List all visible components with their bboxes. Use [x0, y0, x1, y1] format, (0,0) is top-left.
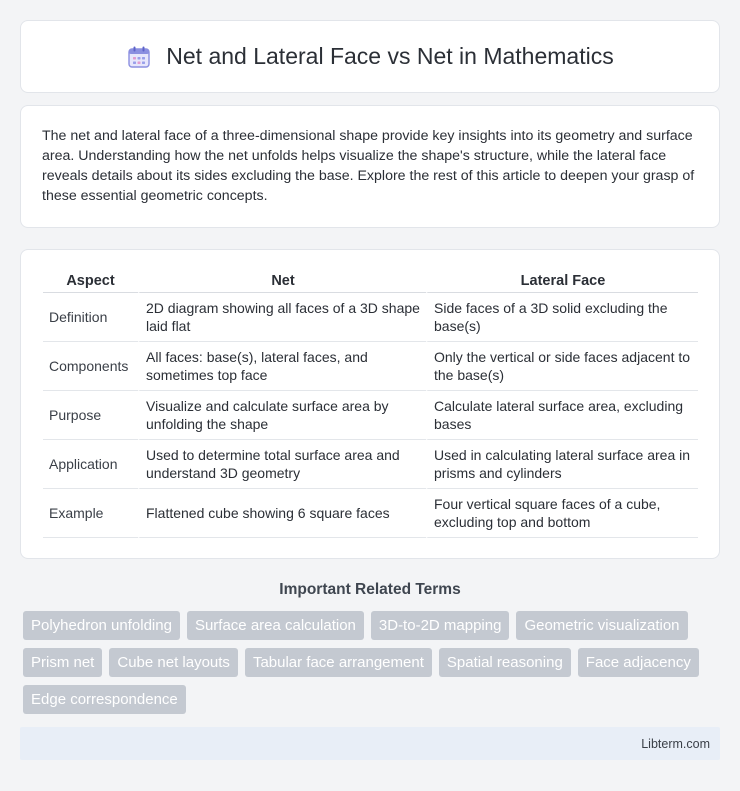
table-row [43, 342, 698, 391]
term-tag[interactable]: Polyhedron unfolding [23, 611, 180, 640]
term-tag[interactable]: Face adjacency [578, 648, 699, 677]
term-tag[interactable]: 3D-to-2D mapping [371, 611, 510, 640]
related-terms-list [23, 611, 720, 714]
title-card [20, 20, 720, 93]
intro-text: The net and lateral face of a three-dimensional shape provide key insights into its geometry and surface area. Understanding how the net unfolds helps visualize the shape's structure, while the lateral face reveals details about its sides excluding the base. Explore the rest of this article to deepen your grasp of these essential geometric concepts. [42, 128, 695, 204]
lateral-cell: Calculate lateral surface area, excluding bases [426, 391, 698, 440]
aspect-cell: Application [43, 440, 138, 489]
term-tag[interactable]: Surface area calculation [187, 611, 364, 640]
aspect-cell: Definition [43, 293, 138, 342]
table-row [43, 489, 698, 538]
aspect-cell: Components [43, 342, 138, 391]
related-terms-heading: Important Related Terms [279, 581, 461, 598]
net-cell: Used to determine total surface area and understand 3D geometry [138, 440, 426, 489]
footer-brand-link[interactable]: Libterm.com [641, 736, 710, 751]
net-cell: Visualize and calculate surface area by unfolding the shape [138, 391, 426, 440]
lateral-cell: Only the vertical or side faces adjacent to the base(s) [426, 342, 698, 391]
term-tag[interactable]: Geometric visualization [516, 611, 687, 640]
page-title: Net and Lateral Face vs Net in Mathematics [166, 43, 614, 69]
net-cell: 2D diagram showing all faces of a 3D shape laid flat [138, 293, 426, 342]
table-row [43, 391, 698, 440]
term-tag[interactable]: Cube net layouts [109, 648, 238, 677]
footer [20, 727, 720, 760]
calendar-icon [126, 44, 152, 70]
header-aspect: Aspect [43, 270, 138, 293]
table-header-row [43, 270, 698, 293]
term-tag[interactable]: Spatial reasoning [439, 648, 571, 677]
term-tag[interactable]: Prism net [23, 648, 102, 677]
table-row [43, 293, 698, 342]
term-tag[interactable]: Edge correspondence [23, 685, 186, 714]
aspect-cell: Example [43, 489, 138, 538]
header-lateral-face: Lateral Face [426, 270, 698, 293]
net-cell: Flattened cube showing 6 square faces [138, 489, 426, 538]
comparison-table [43, 270, 698, 538]
lateral-cell: Four vertical square faces of a cube, excluding top and bottom [426, 489, 698, 538]
title-wrap [126, 43, 613, 70]
aspect-cell: Purpose [43, 391, 138, 440]
term-tag[interactable]: Tabular face arrangement [245, 648, 432, 677]
comparison-table-card [20, 249, 720, 559]
lateral-cell: Side faces of a 3D solid excluding the base(s) [426, 293, 698, 342]
net-cell: All faces: base(s), lateral faces, and sometimes top face [138, 342, 426, 391]
intro-card [20, 105, 720, 228]
table-row [43, 440, 698, 489]
header-net: Net [138, 270, 426, 293]
lateral-cell: Used in calculating lateral surface area in prisms and cylinders [426, 440, 698, 489]
